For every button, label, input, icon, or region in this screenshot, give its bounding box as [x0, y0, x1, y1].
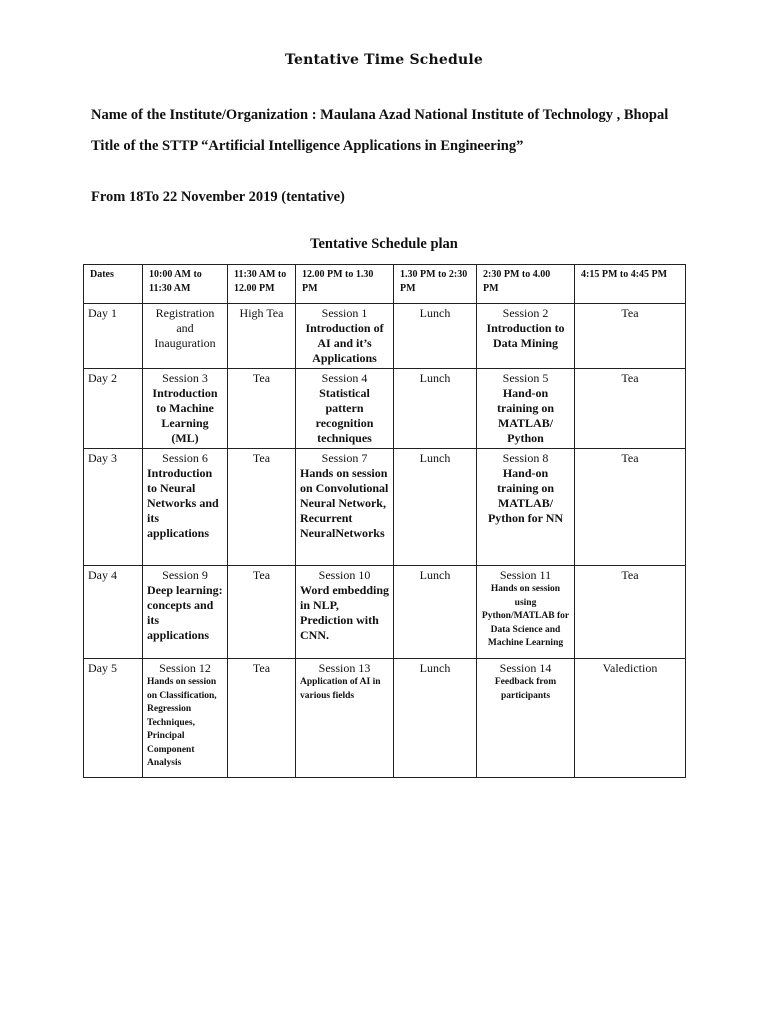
schedule-table [83, 264, 686, 778]
session-cell [296, 304, 394, 369]
session-cell [296, 369, 394, 449]
session-topic: Hand-on training on MATLAB/ Python for NN [487, 466, 564, 525]
lunch-cell: Lunch [394, 304, 477, 369]
break-cell: Tea [228, 659, 296, 778]
session-label: Session 1 [321, 306, 368, 320]
schedule-plan-title: Tentative Schedule plan [310, 236, 458, 252]
dates-line: From 18To 22 November 2019 (tentative) [91, 189, 345, 205]
day-cell: Day 5 [84, 659, 143, 778]
session-cell [143, 449, 228, 566]
session-label: Session 8 [502, 451, 549, 465]
header-slot-5: 2:30 PM to 4.00 PM [477, 265, 575, 304]
table-row [84, 449, 686, 566]
session-label: Session 13 [318, 661, 371, 675]
sttp-title-line: Title of the STTP “Artificial Intelligence Applications in Engineering” [91, 138, 524, 154]
table-row [84, 566, 686, 659]
session-topic: Hands on session using Python/MATLAB for Data Science and Machine Learning [481, 584, 570, 648]
session-label: Session 3 [162, 371, 208, 385]
session-label: Session 12 [159, 661, 211, 675]
session-cell [477, 304, 575, 369]
break-cell: Tea [575, 304, 686, 369]
break-cell: Tea [575, 449, 686, 566]
session-label: Session 6 [162, 451, 208, 465]
lunch-cell: Lunch [394, 566, 477, 659]
session-topic: Introduction to Neural Networks and its applications [147, 466, 219, 540]
session-cell [477, 369, 575, 449]
day-cell: Day 1 [84, 304, 143, 369]
header-slot-1: 10:00 AM to 11:30 AM [143, 265, 228, 304]
break-cell: High Tea [228, 304, 296, 369]
session-topic: Hand-on training on MATLAB/ Python [496, 386, 554, 445]
break-cell: Tea [575, 369, 686, 449]
session-label: Session 14 [499, 661, 552, 675]
day-cell: Day 2 [84, 369, 143, 449]
header-slot-2: 11:30 AM to 12.00 PM [228, 265, 296, 304]
session-label: Session 5 [502, 371, 549, 385]
session-label: Session 4 [321, 371, 368, 385]
table-row [84, 369, 686, 449]
header-slot-4: 1.30 PM to 2:30 PM [394, 265, 477, 304]
session-topic: Introduction to Data Mining [486, 321, 565, 350]
session-cell [296, 566, 394, 659]
session-cell [143, 369, 228, 449]
session-label: Session 10 [318, 568, 371, 582]
session-topic: Word embedding in NLP, Prediction with CNN. [300, 583, 390, 642]
break-cell: Tea [228, 449, 296, 566]
header-dates: Dates [84, 265, 143, 304]
session-topic: Hands on session on Convolutional Neural Network, Recurrent NeuralNetworks [300, 466, 389, 540]
session-cell [296, 659, 394, 778]
session-topic: Deep learning: concepts and its applications [147, 583, 223, 642]
session-cell [143, 566, 228, 659]
table-row [84, 304, 686, 369]
session-cell [477, 449, 575, 566]
session-topic: Introduction to Machine Learning (ML) [152, 386, 218, 445]
registration-cell: Registration and Inauguration [143, 304, 228, 369]
session-topic: Hands on session on Classification, Regression Techniques, Principal Component Analysis [147, 677, 217, 768]
session-label: Session 2 [502, 306, 549, 320]
session-topic: Feedback from participants [494, 677, 557, 701]
session-label: Session 7 [321, 451, 368, 465]
session-topic: Introduction of AI and it’s Applications [305, 321, 384, 365]
break-cell: Valediction [575, 659, 686, 778]
session-topic: Application of AI in various fields [300, 677, 381, 701]
session-cell [143, 659, 228, 778]
header-slot-6: 4:15 PM to 4:45 PM [575, 265, 686, 304]
institute-line: Name of the Institute/Organization : Maulana Azad National Institute of Technology , Bhopal [91, 107, 669, 123]
table-row [84, 659, 686, 778]
day-cell: Day 3 [84, 449, 143, 566]
day-cell: Day 4 [84, 566, 143, 659]
break-cell: Tea [228, 566, 296, 659]
header-slot-3: 12.00 PM to 1.30 PM [296, 265, 394, 304]
break-cell: Tea [228, 369, 296, 449]
document-title: Tentative Time Schedule [285, 52, 483, 68]
session-cell [477, 659, 575, 778]
lunch-cell: Lunch [394, 659, 477, 778]
lunch-cell: Lunch [394, 449, 477, 566]
session-cell [296, 449, 394, 566]
session-cell [477, 566, 575, 659]
break-cell: Tea [575, 566, 686, 659]
session-label: Session 11 [499, 568, 552, 582]
session-topic: Statistical pattern recognition techniques [315, 386, 374, 445]
lunch-cell: Lunch [394, 369, 477, 449]
session-label: Session 9 [162, 568, 208, 582]
table-header-row [84, 265, 686, 304]
